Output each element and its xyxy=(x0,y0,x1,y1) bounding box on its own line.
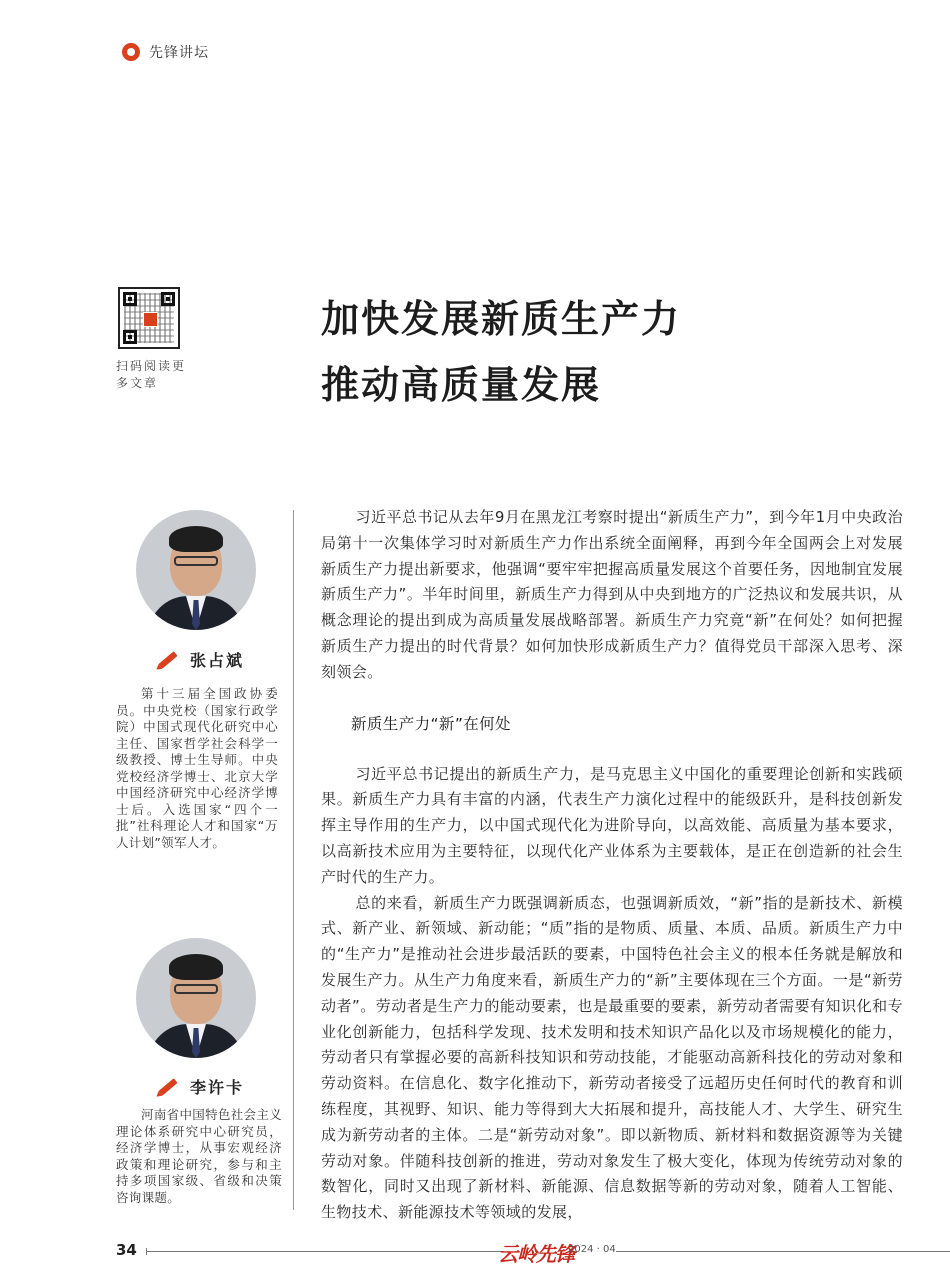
section-tag xyxy=(122,42,209,62)
author-bio-2: 河南省中国特色社会主义理论体系研究中心研究员，经济学博士，从事宏观经济政策和理论研究，参与和主持多项国家级、省级和决策咨询课题。 xyxy=(116,1107,282,1205)
section-heading: 新质生产力“新”在何处 xyxy=(351,714,511,733)
title-line-1: 加快发展新质生产力 xyxy=(321,297,682,341)
author-name-row-1 xyxy=(158,648,244,671)
qr-caption: 扫码阅读更多文章 xyxy=(116,359,187,390)
body-paragraph-1: 习近平总书记提出的新质生产力，是马克思主义中国化的重要理论创新和实践硕果。新质生产力具有丰富的内涵，代表生产力演化过程中的能级跃升，是科技创新发挥主导作用的生产力，以中国式现代化为进阶导向，以高效能、高质量为基本要求，以高新技术应用为主要特征，以现代化产业体系为主要载体，是正在创造新的社会生产时代的生产力。 xyxy=(321,764,903,886)
hair xyxy=(169,526,223,552)
magazine-logo-icon xyxy=(122,43,140,61)
hair xyxy=(169,954,223,980)
author-name-row-2 xyxy=(158,1075,244,1098)
qr-center-logo-icon xyxy=(143,312,158,327)
author-bio-1: 第十三届全国政协委员。中央党校（国家行政学院）中国式现代化研究中心主任、国家哲学社会科学一级教授、博士生导师。中央党校经济学博士、北京大学中国经济研究中心经济学博士后。入选国家“四个一批”社科理论人才和国家“万人计划”领军人才。 xyxy=(116,686,278,850)
footer-rule-left xyxy=(146,1251,504,1252)
section-name: 先锋讲坛 xyxy=(149,45,209,61)
glasses xyxy=(174,984,218,994)
qr-code[interactable] xyxy=(118,287,180,349)
pen-icon xyxy=(158,651,177,668)
qr-finder-top-right xyxy=(161,292,175,306)
footer-rule-right xyxy=(616,1251,950,1252)
page-number: 34 xyxy=(116,1241,137,1259)
author-photo-1 xyxy=(136,510,256,630)
article-body xyxy=(321,505,903,1226)
author-name-2: 李许卡 xyxy=(190,1078,245,1097)
qr-finder-top-left xyxy=(123,292,137,306)
issue-number: 2024 · 04 xyxy=(568,1244,616,1255)
body-paragraph-2: 总的来看，新质生产力既强调新质态，也强调新质效，“新”指的是新技术、新模式、新产业、新领域、新动能；“质”指的是物质、质量、本质、品质。新质生产力中的“生产力”是推动社会进步最活跃的要素，中国特色社会主义的根本任务就是解放和发展生产力。从生产力角度来看，新质生产力的“新”主要体现在三个方面。一是“新劳动者”。劳动者是生产力的能动要素，也是最重要的要素，新劳动者需要有知识化和专业化创新能力，包括科学发现、技术发明和技术知识产品化以及市场规模化的能力，劳动者只有掌握必要的高新科技知识和劳动技能，才能驱动高新科技化的劳动对象和劳动资料。在信息化、数字化推动下，新劳动者接受了远超历史任何时代的教育和训练程度，其视野、知识、能力等得到大大拓展和提升，高技能人才、大学生、研究生成为新劳动者的主体。二是“新劳动对象”。即以新物质、新材料和数据资源等为关键劳动对象。伴随科技创新的推进，劳动对象发生了极大变化，体现为传统劳动对象的数智化，同时又出现了新材料、新能源、信息数据等新的劳动对象，随着人工智能、生物技术、新能源技术等领域的发展， xyxy=(321,893,903,1222)
page-footer xyxy=(116,1238,950,1264)
title-line-2: 推动高质量发展 xyxy=(321,363,602,407)
qr-finder-bottom-left xyxy=(123,330,137,344)
author-name-1: 张占斌 xyxy=(190,651,245,670)
author-photo-2 xyxy=(136,938,256,1058)
pen-icon xyxy=(158,1078,177,1095)
glasses xyxy=(174,556,218,566)
spacer xyxy=(321,737,903,762)
magazine-masthead: 云岭先锋 xyxy=(498,1242,574,1266)
article-title xyxy=(321,286,681,418)
intro-paragraph: 习近平总书记从去年9月在黑龙江考察时提出“新质生产力”，到今年1月中央政治局第十一次集体学习时对新质生产力作出系统全面阐释，再到今年全国两会上对发展新质生产力提出新要求，他强调“要牢牢把握高质量发展这个首要任务，因地制宜发展新质生产力”。半年时间里，新质生产力得到从中央到地方的广泛热议和发展共识，从概念理论的提出到成为高质量发展战略部署。新质生产力究竟“新”在何处？如何把握新质生产力提出的时代背景？如何加快形成新质生产力？值得党员干部深入思考、深刻领会。 xyxy=(321,508,903,681)
column-divider xyxy=(293,510,294,1210)
spacer xyxy=(321,686,903,711)
